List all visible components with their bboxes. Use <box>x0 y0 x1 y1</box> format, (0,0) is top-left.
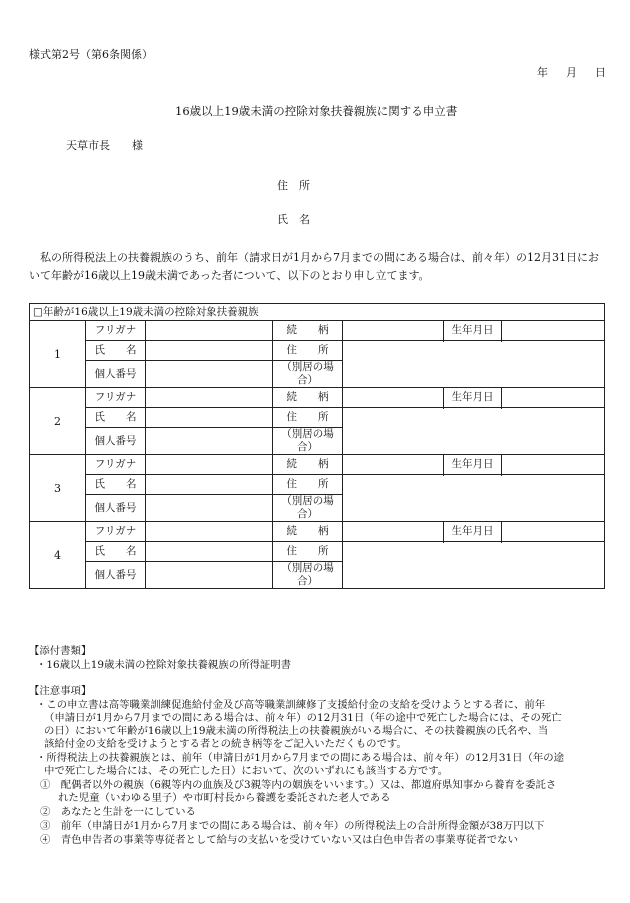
relation-field[interactable] <box>343 455 444 475</box>
furigana-field[interactable] <box>146 321 273 341</box>
my-number-field[interactable] <box>146 495 273 522</box>
row-number: 1 <box>30 321 86 388</box>
name-label: 氏 名 <box>86 542 146 562</box>
addressee: 天草市長 様 <box>66 139 143 152</box>
form-number: 様式第2号（第6条関係） <box>29 48 153 61</box>
furigana-label: フリガナ <box>86 455 146 475</box>
row-number: 4 <box>30 522 86 589</box>
dependents-table <box>29 303 605 589</box>
address-field[interactable] <box>343 341 605 388</box>
note-line: の日）において年齢が16歳以上19歳未満の所得税法上の扶養親族がいる場合に、その扶養親族の氏名や、当 <box>44 725 549 737</box>
table-header: □年齢が16歳以上19歳未満の控除対象扶養親族 <box>30 304 605 321</box>
name-label: 氏 名 <box>86 408 146 428</box>
note-line: ① 配偶者以外の親族（6親等内の血族及び3親等内の姻族をいいます。）又は、都道府県知事から養育を委託さ <box>40 779 557 791</box>
furigana-label: フリガナ <box>86 321 146 341</box>
relation-label: 続 柄 <box>273 321 343 341</box>
my-number-label: 個人番号 <box>86 361 146 388</box>
my-number-label: 個人番号 <box>86 495 146 522</box>
my-number-field[interactable] <box>146 361 273 388</box>
furigana-field[interactable] <box>146 522 273 542</box>
relation-field[interactable] <box>343 388 444 408</box>
separate-label: （別居の場合） <box>273 361 343 388</box>
name-field[interactable] <box>146 408 273 428</box>
note-line: （申請日が1月から7月までの間にある場合は、前々年）の12月31日（年の途中で死亡した場合には、その死亡 <box>44 712 562 724</box>
name-field[interactable] <box>146 475 273 495</box>
address-field[interactable] <box>343 475 605 522</box>
birthdate-field[interactable] <box>502 321 605 341</box>
relation-label: 続 柄 <box>273 522 343 542</box>
row-number: 3 <box>30 455 86 522</box>
furigana-field[interactable] <box>146 455 273 475</box>
address-field[interactable] <box>343 408 605 455</box>
relation-label: 続 柄 <box>273 455 343 475</box>
address-label: 住 所 <box>273 341 343 361</box>
my-number-field[interactable] <box>146 428 273 455</box>
date-year-label: 年 <box>537 66 548 79</box>
address-label: 住 所 <box>273 542 343 562</box>
address-label: 住 所 <box>273 475 343 495</box>
birthdate-label: 生年月日 <box>444 321 502 341</box>
birthdate-field[interactable] <box>502 388 605 408</box>
furigana-label: フリガナ <box>86 522 146 542</box>
note-line: ・所得税法上の扶養親族とは、前年（申請日が1月から7月までの間にある場合は、前々年）の12月31日（年の途 <box>36 752 565 764</box>
furigana-field[interactable] <box>146 388 273 408</box>
relation-field[interactable] <box>343 522 444 542</box>
birthdate-field[interactable] <box>502 455 605 475</box>
attachments-heading: 【添付書類】 <box>29 645 92 657</box>
name-field[interactable] <box>146 341 273 361</box>
note-line: ④ 青色申告者の事業等専従者として給与の支払いを受けていない又は白色申告者の事業専従者でない <box>40 834 518 846</box>
intro-line-2: いて年齢が16歳以上19歳未満であった者について、以下のとおり申し立てます。 <box>29 269 430 282</box>
birthdate-label: 生年月日 <box>444 455 502 475</box>
page-title: 16歳以上19歳未満の控除対象扶養親族に関する申立書 <box>175 104 458 118</box>
note-line: ・この申立書は高等職業訓練促進給付金及び高等職業訓練修了支援給付金の支給を受けようとする者に、前年 <box>36 699 546 711</box>
address-field[interactable] <box>343 542 605 589</box>
my-number-label: 個人番号 <box>86 428 146 455</box>
note-line: 中で死亡した場合には、その死亡した日）において、次のいずれにも該当する方です。 <box>44 765 449 777</box>
furigana-label: フリガナ <box>86 388 146 408</box>
separate-label: （別居の場合） <box>273 562 343 589</box>
date-day-label: 日 <box>595 66 606 79</box>
note-line: れた児童（いわゆる里子）や市町村長から養護を委託された老人である <box>58 792 391 804</box>
separate-label: （別居の場合） <box>273 495 343 522</box>
birthdate-field[interactable] <box>502 522 605 542</box>
applicant-name-label: 氏 名 <box>277 213 310 226</box>
notes-heading: 【注意事項】 <box>29 685 92 697</box>
my-number-field[interactable] <box>146 562 273 589</box>
attachment-item: ・16歳以上19歳未満の控除対象扶養親族の所得証明書 <box>36 659 292 671</box>
birthdate-label: 生年月日 <box>444 522 502 542</box>
note-line: 該給付金の支給を受けようとする者との続き柄等をご記入いただくものです。 <box>44 738 407 750</box>
name-field[interactable] <box>146 542 273 562</box>
row-number: 2 <box>30 388 86 455</box>
my-number-label: 個人番号 <box>86 562 146 589</box>
note-line: ③ 前年（申請日が1月から7月までの間にある場合は、前々年）の所得税法上の合計所得金額が38万円以下 <box>40 820 545 832</box>
note-line: ② あなたと生計を一にしている <box>40 806 196 818</box>
name-label: 氏 名 <box>86 475 146 495</box>
applicant-address-label: 住 所 <box>277 179 310 192</box>
date-month-label: 月 <box>566 66 577 79</box>
name-label: 氏 名 <box>86 341 146 361</box>
relation-field[interactable] <box>343 321 444 341</box>
intro-line-1: 私の所得税法上の扶養親族のうち、前年（請求日が1月から7月までの間にある場合は、前々年）の12月31日にお <box>29 251 599 264</box>
separate-label: （別居の場合） <box>273 428 343 455</box>
address-label: 住 所 <box>273 408 343 428</box>
relation-label: 続 柄 <box>273 388 343 408</box>
birthdate-label: 生年月日 <box>444 388 502 408</box>
